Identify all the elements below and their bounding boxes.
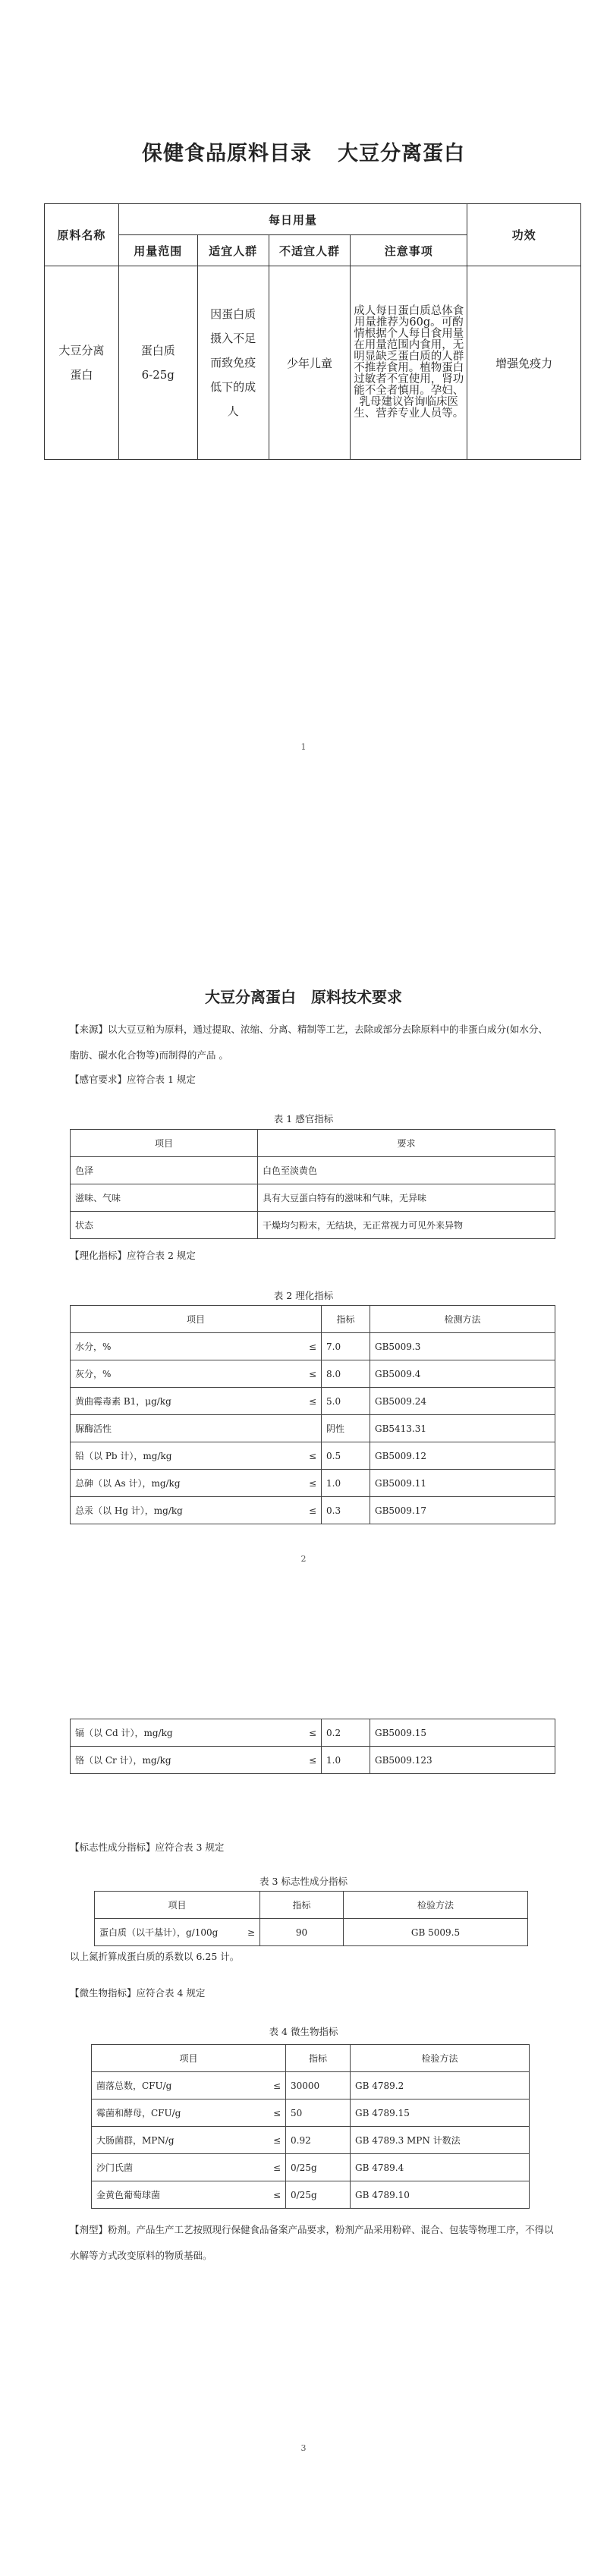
cell-notes: 成人每日蛋白质总体食用量推荐为60g。可酌情根据个人每日食用量在用量范围内食用，无明显缺乏蛋白质的人群不推荐食用。植物蛋白过敏者不宜使用，肾功能不全者慎用。孕妇、乳母建议咨询临床医生、营养专业人员等。 <box>351 266 467 460</box>
t2-method: GB5009.15 <box>370 1719 555 1747</box>
t1-cell: 状态 <box>71 1212 258 1239</box>
t1-cell: 色泽 <box>71 1157 258 1184</box>
t4-op: ≤ <box>257 2181 286 2209</box>
t2-value: 0.3 <box>322 1497 370 1524</box>
sensory-paragraph <box>70 1067 555 1093</box>
t2-op: ≤ <box>285 1719 322 1747</box>
t4-op: ≤ <box>257 2099 286 2127</box>
t4-value: 0.92 <box>286 2127 351 2154</box>
cell-suitable-people <box>197 266 269 460</box>
suitable-line: 人 <box>227 404 239 418</box>
table2-caption: 表 2 理化指标 <box>273 1290 334 1301</box>
header-notes: 注意事项 <box>351 235 467 266</box>
suitable-line: 而致免疫 <box>210 356 256 370</box>
t2-item: 黄曲霉毒素 B1，μg/kg <box>71 1388 285 1415</box>
t2-op: ≤ <box>285 1442 322 1470</box>
t1-cell: 干燥均匀粉末，无结块，无正常视力可见外来异物 <box>258 1212 555 1239</box>
t4-head-method: 检验方法 <box>351 2045 530 2072</box>
t2-value: 阴性 <box>322 1415 370 1442</box>
t2-method: GB5009.11 <box>370 1470 555 1497</box>
form-paragraph <box>70 2217 555 2269</box>
t4-item: 霉菌和酵母，CFU/g <box>92 2099 257 2127</box>
t1-cell: 具有大豆蛋白特有的滋味和气味，无异味 <box>258 1184 555 1212</box>
catalog-title <box>0 137 607 166</box>
t3-method: GB 5009.5 <box>344 1919 528 1946</box>
t2-item: 灰分，% <box>71 1360 285 1388</box>
table3-caption: 表 3 标志性成分指标 <box>259 1876 348 1887</box>
t1-cell: 白色至淡黄色 <box>258 1157 555 1184</box>
t2-method: GB5009.123 <box>370 1747 555 1774</box>
catalog-title-left: 保健食品原料目录 <box>142 142 312 165</box>
t2-head-item: 项目 <box>71 1306 322 1333</box>
t2-method: GB5009.12 <box>370 1442 555 1470</box>
t4-op: ≤ <box>257 2127 286 2154</box>
t4-method: GB 4789.10 <box>351 2181 530 2209</box>
t4-value: 0/25g <box>286 2181 351 2209</box>
t2-op: ≤ <box>285 1470 322 1497</box>
form-tag: 【剂型】 <box>70 2224 109 2235</box>
header-dosage-range: 用量范围 <box>118 235 197 266</box>
t4-method: GB 4789.15 <box>351 2099 530 2127</box>
t2-op: ≤ <box>285 1360 322 1388</box>
t2-method: GB5009.4 <box>370 1360 555 1388</box>
tech-title-right: 原料技术要求 <box>311 988 402 1006</box>
range-line: 蛋白质 <box>140 344 175 357</box>
cell-material-name <box>45 266 119 460</box>
table4-caption: 表 4 微生物指标 <box>269 2026 338 2037</box>
t3-item: 蛋白质（以干基计），g/100g <box>95 1919 230 1946</box>
t4-method: GB 4789.4 <box>351 2154 530 2181</box>
t2-value: 7.0 <box>322 1333 370 1360</box>
t4-op: ≤ <box>257 2154 286 2181</box>
t2-item: 水分，% <box>71 1333 285 1360</box>
micro-paragraph <box>70 1980 555 2006</box>
sensory-table <box>70 1129 555 1239</box>
source-paragraph <box>70 1017 555 1068</box>
page-3 <box>0 1631 607 2576</box>
tech-title <box>0 985 607 1007</box>
tech-title-left: 大豆分离蛋白 <box>205 988 296 1006</box>
t2-op: ≤ <box>285 1747 322 1774</box>
catalog-title-right: 大豆分离蛋白 <box>338 142 465 165</box>
t2-value: 8.0 <box>322 1360 370 1388</box>
marker-tag: 【标志性成分指标】 <box>70 1842 156 1853</box>
cell-unsuitable-people: 少年儿童 <box>269 266 351 460</box>
physchem-text: 应符合表 2 规定 <box>127 1250 196 1261</box>
suitable-line: 摄入不足 <box>210 332 256 345</box>
marker-table <box>94 1891 528 1946</box>
page-2 <box>0 835 607 1631</box>
t2-item: 脲酶活性 <box>71 1415 285 1442</box>
t4-method: GB 4789.2 <box>351 2072 530 2099</box>
t3-value: 90 <box>260 1919 344 1946</box>
t2-op: ≤ <box>285 1333 322 1360</box>
t2-method: GB5413.31 <box>370 1415 555 1442</box>
t2-item: 铅（以 Pb 计），mg/kg <box>71 1442 285 1470</box>
t3-head-value: 指标 <box>260 1892 344 1919</box>
conversion-note: 以上氮折算成蛋白质的系数以 6.25 计。 <box>70 1951 240 1962</box>
t3-head-item: 项目 <box>95 1892 260 1919</box>
t2-item: 镉（以 Cd 计），mg/kg <box>71 1719 285 1747</box>
physchem-tag: 【理化指标】 <box>70 1250 127 1261</box>
marker-paragraph <box>70 1835 555 1860</box>
t4-item: 菌落总数，CFU/g <box>92 2072 257 2099</box>
header-effect: 功效 <box>467 204 581 266</box>
source-text: 以大豆豆粕为原料，通过提取、浓缩、分离、精制等工艺，去除或部分去除原料中的非蛋白成分(如水分、脂肪、碳水化合物等)而制得的产品 。 <box>70 1024 548 1061</box>
marker-text: 应符合表 3 规定 <box>155 1842 225 1853</box>
header-material-name: 原料名称 <box>45 204 119 266</box>
t3-op: ≥ <box>230 1919 260 1946</box>
t4-value: 30000 <box>286 2072 351 2099</box>
page-number: 2 <box>300 1554 307 1564</box>
source-tag: 【来源】 <box>70 1024 109 1035</box>
t2-method: GB5009.17 <box>370 1497 555 1524</box>
physchem-table-continued <box>70 1719 555 1774</box>
t4-item: 大肠菌群，MPN/g <box>92 2127 257 2154</box>
t4-item: 金黄色葡萄球菌 <box>92 2181 257 2209</box>
t2-method: GB5009.24 <box>370 1388 555 1415</box>
range-line: 6-25g <box>141 368 175 382</box>
physchem-paragraph <box>70 1243 555 1269</box>
t2-item: 总砷（以 As 计），mg/kg <box>71 1470 285 1497</box>
name-line: 蛋白 <box>70 368 93 382</box>
t1-head-item: 项目 <box>71 1130 258 1157</box>
t2-head-method: 检测方法 <box>370 1306 555 1333</box>
t2-value: 1.0 <box>322 1747 370 1774</box>
t1-cell: 滋味、气味 <box>71 1184 258 1212</box>
t2-value: 0.5 <box>322 1442 370 1470</box>
page-1 <box>0 0 607 835</box>
suitable-line: 因蛋白质 <box>210 307 256 321</box>
name-line: 大豆分离 <box>58 344 105 357</box>
t4-head-item: 项目 <box>92 2045 286 2072</box>
form-text: 粉剂。产品生产工艺按照现行保健食品备案产品要求，粉剂产品采用粉碎、混合、包装等物理工序，不得以水解等方式改变原料的物质基础。 <box>70 2224 554 2261</box>
sensory-text: 应符合表 1 规定 <box>127 1074 196 1085</box>
t4-value: 0/25g <box>286 2154 351 2181</box>
t2-op: ≤ <box>285 1388 322 1415</box>
t3-head-method: 检验方法 <box>344 1892 528 1919</box>
t4-item: 沙门氏菌 <box>92 2154 257 2181</box>
physchem-table <box>70 1305 555 1524</box>
t2-op: ≤ <box>285 1497 322 1524</box>
cell-effect: 增强免疫力 <box>467 266 581 460</box>
t2-item: 总汞（以 Hg 计），mg/kg <box>71 1497 285 1524</box>
catalog-table <box>44 203 581 460</box>
micro-tag: 【微生物指标】 <box>70 1987 137 1999</box>
t1-head-req: 要求 <box>258 1130 555 1157</box>
t2-item: 铬（以 Cr 计），mg/kg <box>71 1747 285 1774</box>
t2-value: 1.0 <box>322 1470 370 1497</box>
cell-dosage-range <box>118 266 197 460</box>
page-number: 3 <box>300 2443 307 2453</box>
t4-method: GB 4789.3 MPN 计数法 <box>351 2127 530 2154</box>
t2-head-value: 指标 <box>322 1306 370 1333</box>
header-unsuitable-people: 不适宜人群 <box>269 235 351 266</box>
header-daily-amount: 每日用量 <box>118 204 467 235</box>
t2-value: 5.0 <box>322 1388 370 1415</box>
table1-caption: 表 1 感官指标 <box>273 1113 334 1124</box>
t4-op: ≤ <box>257 2072 286 2099</box>
t2-value: 0.2 <box>322 1719 370 1747</box>
header-suitable-people: 适宜人群 <box>197 235 269 266</box>
micro-table <box>91 2044 530 2209</box>
t2-op <box>285 1415 322 1442</box>
suitable-line: 低下的成 <box>210 380 256 394</box>
micro-text: 应符合表 4 规定 <box>136 1987 206 1999</box>
t4-head-value: 指标 <box>286 2045 351 2072</box>
t4-value: 50 <box>286 2099 351 2127</box>
t2-method: GB5009.3 <box>370 1333 555 1360</box>
sensory-tag: 【感官要求】 <box>70 1074 127 1085</box>
page-number: 1 <box>300 742 307 752</box>
